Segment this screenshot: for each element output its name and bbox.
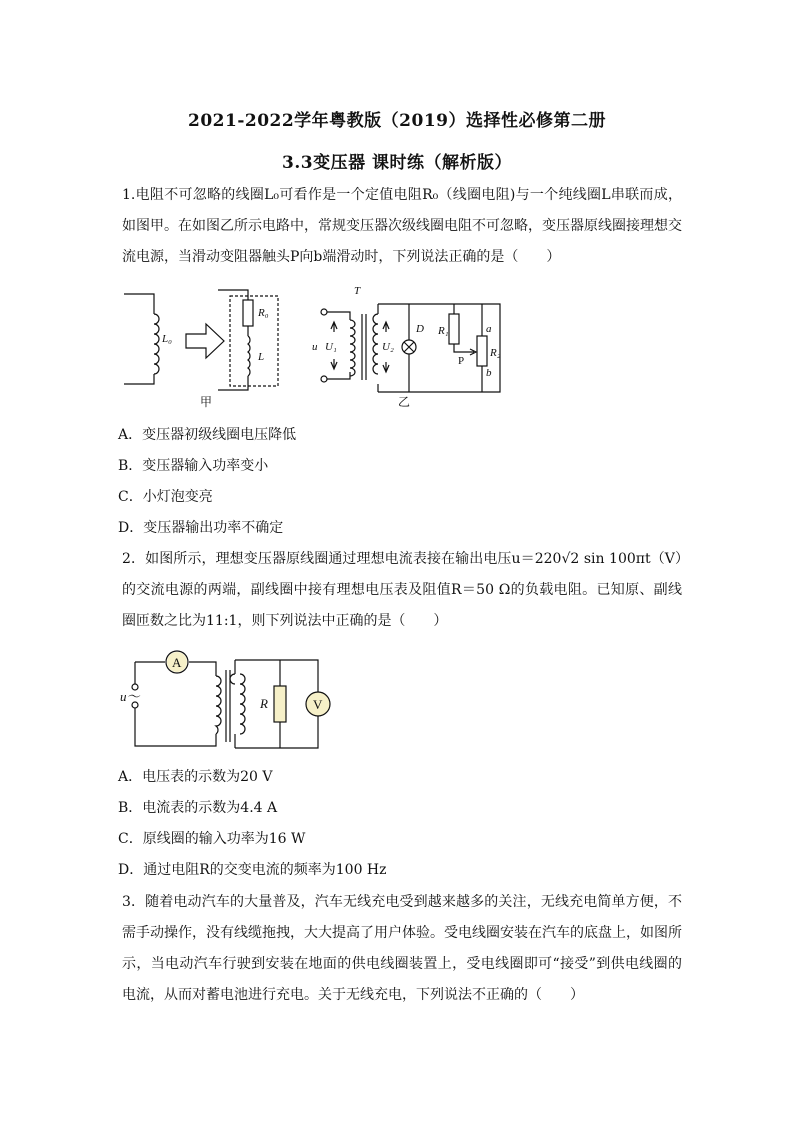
label-l: L [258,351,265,363]
question-1-text: 1.电阻不可忽略的线圈L₀可看作是一个定值电阻R₀（线圈电阻)与一个纯线圈L串联而成，如图甲。在如图乙所示电路中，常规变压器次级线圈电阻不可忽略，变压器原线圈接理想交流电源，当滑动变阻器触头P向b端滑动时，下列说法正确的是（ ） [122,187,682,265]
document-title: 2021-2022学年粤教版（2019）选择性必修第二册 [188,111,606,131]
question-2-option-c: C．原线圈的输入功率为16 W [118,831,306,847]
question-3-text: 3．随着电动汽车的大量普及，汽车无线充电受到越来越多的关注，无线充电简单方便，不需手动操作，没有线缆拖拽，大大提高了用户体验。受电线圈安装在汽车的底盘上，如图所示，当电动汽车行驶到安装在地面的供电线圈装置上，受电线圈即可“接受”到供电线圈的电流，从而对蓄电池进行充电。关于无线充电，下列说法不正确的（ ） [122,894,682,1003]
label-r2: R₂ [490,347,501,359]
label-u1: U₁ [325,341,337,353]
label-u2: U₂ [382,341,394,353]
question-2-text: 2．如图所示，理想变压器原线圈通过理想电流表接在输出电压u＝220√2 sin 100πt（V）的交流电源的两端，副线圈中接有理想电压表及阻值R＝50 Ω的负载电阻。已知原、副线圈匝数之比为11:1，则下列说法中正确的是（ ） [122,551,682,629]
label-d: D [416,323,424,335]
voltmeter-label: V [313,697,323,712]
resistor-label: R [260,696,268,711]
label-r1: R₁ [438,325,449,337]
document-subtitle: 3.3变压器 课时练（解析版） [282,153,512,173]
question-1-option-b: B．变压器输入功率变小 [118,458,269,474]
label-r0: R₀ [258,307,269,319]
question-2-option-b: B．电流表的示数为4.4 A [118,800,278,816]
question-1-option-a: A．变压器初级线圈电压降低 [118,427,297,443]
ammeter-label: A [172,655,182,670]
label-t: T [354,285,361,297]
label-jia: 甲 [200,395,213,409]
question-2-option-d: D．通过电阻R的交变电流的频率为100 Hz [118,862,387,878]
question-2-figure [118,646,338,754]
label-u: u [312,341,318,353]
source-label: u～ [120,689,140,704]
label-a: a [486,323,492,335]
question-1-figure [118,284,518,412]
question-1-option-d: D．变压器输出功率不确定 [118,520,284,536]
question-1-option-c: C．小灯泡变亮 [118,489,213,505]
label-b: b [486,367,492,379]
label-l0: L₀ [162,333,172,345]
label-yi: 乙 [398,395,411,409]
question-2-option-a: A．电压表的示数为20 V [118,769,273,785]
label-p: P [458,355,465,367]
